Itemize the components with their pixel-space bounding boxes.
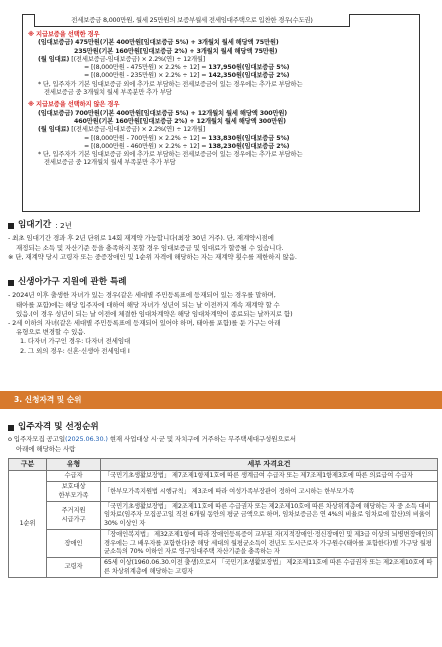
guarantee-note-2: 전세보증금 중 3개월치 월세 부족분만 추가 부담 xyxy=(44,89,172,97)
table-row xyxy=(9,482,438,502)
eligibility-table xyxy=(8,458,438,578)
detail-cell: 「한부모가족지원법 시행규칙」 제3조에 따라 여성가족부장관이 정하여 고시하는 한부모가족 xyxy=(101,482,438,502)
lease-period-title: 임대기간 : 2년 xyxy=(8,220,438,231)
detail-cell: 「국민기초생활보장법」 제2조제11호에 따른 수급권자 또는 제2조제10호에 따른 차상위계층에 해당하는 자 중 소득 대비 임차료(임주자 모집공고일 직전 6개월 동안의 평균 금액으로 하며, 임차보증금은 연 4%의 비율로 임차료에 합산)의 비율이 30% 이상인 자 xyxy=(101,502,438,530)
no-guarantee-note-2: 전세보증금 중 12개월치 월세 부족분만 추가 부담 xyxy=(44,159,176,167)
table-row xyxy=(9,558,438,578)
square-bullet-icon xyxy=(8,280,14,286)
eligibility-title: 입주자격 및 선정순위 xyxy=(8,422,438,433)
rent-calc-4: = [(8,000만원 - 460만원) × 2.2% ÷ 12] = 138,230원(임대보증금 2%) xyxy=(84,142,290,150)
detail-cell: 65세 이상(1960.06.30.이전 출생)으로서 「국민기초생활보장법」 제2조제11호에 따른 수급권자 또는 제2조제10호에 따른 차상위계층에 해당하는 고령자 xyxy=(101,558,438,578)
lease-period-body: - 최초 임대기간 경과 후 2년 단위로 14회 재계약 가능합니다(최장 30년 거주). 단, 재계약시점에 재정되는 소득 및 자산기준 등을 충족하지 못할 경우 임대보증금 및 임대료가 할증될 수 있습니다. ※ 단, 재계약 당시 고령자 또는 중증장애인 및 1순위 자격에 해당하는 자는 재계약 횟수를 제한하지 않음. xyxy=(8,234,297,261)
header-detail: 세부 자격요건 xyxy=(101,459,438,471)
table-row xyxy=(9,471,438,482)
example-box-header: 전세보증금 8,000만원, 월세 25만원의 보증부월세 전세임대주택으로 입찬한 경우(수도권) xyxy=(34,14,350,27)
deposit-line-3: (임대보증금) 700만원(기본 400만원[임대보증금 5%) + 12개월치 월세 해당액 300만원) xyxy=(38,109,288,117)
table-header-row xyxy=(9,459,438,471)
square-bullet-icon xyxy=(8,425,14,431)
section-bar-eligibility: 3. 신청자격 및 순위 xyxy=(0,391,442,409)
newborn-section xyxy=(8,277,438,356)
deposit-line-4: 460만원(기본 160만원[임대보증금 2%) + 12개월치 월세 해당액 300만원) xyxy=(74,117,286,125)
guarantee-note-1: * 단, 입주자가 기본 임대보증금 외에 추가로 부담하는 전세보증금이 있는 경우에는 추가로 부담하는 xyxy=(38,80,303,88)
table-row xyxy=(9,502,438,530)
square-bullet-icon xyxy=(8,223,14,229)
rent-calc-2: = [(8,000만원 - 235만원) × 2.2% ÷ 12] = 142,350원(임대보증금 2%) xyxy=(84,72,290,80)
deposit-line-2: 235만원(기본 160만원[임대보증금 2%) + 3개월치 월세 해당액 75만원) xyxy=(74,47,278,55)
lease-period-section xyxy=(8,220,438,262)
table-row xyxy=(9,530,438,558)
rent-calc-3: = [(8,000만원 - 700만원) × 2.2% ÷ 12] = 133,830원(임대보증금 5%) xyxy=(84,134,290,142)
detail-cell: 「장애인복지법」 제32조제1항에 따라 장애인등록증이 교부된 자(지적장애인·정신장애인 및 제3급 이상의 뇌병변장애인의 경우에는 그 배우자를 포함한다)중 해당 세대의 월평균소득이 전년도 도시근로자 가구원수(태아를 포함한다)별 가구당 월평균소득의 70% 이하인 자로 영구임대주택 자산기준을 충족하는 자 xyxy=(101,530,438,558)
header-category: 구분 xyxy=(9,459,47,471)
header-type: 유형 xyxy=(47,459,101,471)
type-cell: 보호대상 한부모가족 xyxy=(47,482,101,502)
no-guarantee-note-1: * 단, 입주자가 기본 임대보증금 외에 추가로 부담하는 전세보증금이 있는 경우에는 추가로 부담하는 xyxy=(38,151,303,159)
newborn-body: - 2024년 이후 출생한 자녀가 있는 경우(같은 세대별 주민등록표에 등재되어 있는 경우를 말하며, 태아를 포함)에는 해당 입주자에 대하여 해당 자녀가 성년이 되는 날 이전까지 계속 재계약 할 수 있음.(이 경우 성년이 되는 날 이전에 체결한 임대차계약은 해당 임대차계약이 종료되는 날까지로 함) - 2세 이하의 자녀(같은 세대별 주민등록표에 등재되어 있어야 하며, 태아를 포함)를 둔 가구는 아래 유형으로 변경할 수 있음. 1. 다자녀 가구인 경우: 다자녀 전세임대 2. 그 외의 경우: 신혼·신생아 전세임대 I xyxy=(8,291,293,355)
detail-cell: 「국민기초생활보장법」 제7조제1항제1호에 따른 생계급여 수급자 또는 제7조제1항제3호에 따른 의료급여 수급자 xyxy=(101,471,438,482)
rent-calc-1: = [(8,000만원 - 475만원) × 2.2% ÷ 12] = 137,950원(임대보증금 5%) xyxy=(84,64,290,72)
type-cell: 수급자 xyxy=(47,471,101,482)
rent-formula: (월 임대료) [(전세보증금-임대보증금) × 2.2%(연) ÷ 12개월] xyxy=(38,55,206,63)
no-guarantee-title: ※ 지급보증을 선택하지 않은 경우 xyxy=(28,101,120,109)
rent-formula-2: (월 임대료) [(전세보증금-임대보증금) × 2.2%(연) ÷ 12개월] xyxy=(38,126,206,134)
eligibility-intro: o 입주자모집 공고일(2025.06.30.) 현재 사업대상 시·군 및 자치구에 거주하는 무주택세대구성원으로서 아래에 해당하는 사람 xyxy=(8,435,296,453)
eligibility-section xyxy=(8,422,438,454)
rank-cell: 1순위 xyxy=(9,471,47,578)
type-cell: 주거지원 시급가구 xyxy=(47,502,101,530)
example-box-content xyxy=(28,31,416,168)
type-cell: 고령자 xyxy=(47,558,101,578)
newborn-title: 신생아가구 지원에 관한 특례 xyxy=(8,277,438,288)
type-cell: 장애인 xyxy=(47,530,101,558)
deposit-line-1: (임대보증금) 475만원(기본 400만원[임대보증금 5%) + 3개월치 월세 해당액 75만원) xyxy=(38,39,279,47)
guarantee-selected-title: ※ 지급보증을 선택한 경우 xyxy=(28,31,100,38)
